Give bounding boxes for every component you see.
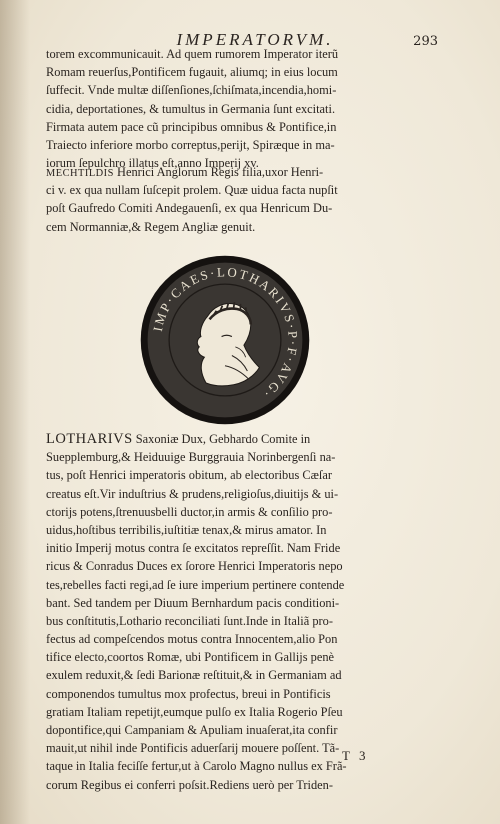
text-line: Romam reuerſus,Pontificem fugauit, aliumq; in eius locum — [46, 65, 338, 80]
text-line: exulem reduxit,& ſedi Barionæ reſtituit,& in Germaniam ad — [46, 668, 342, 683]
text-line: torem excommunicauit. Ad quem rumorem Imperator iterũ — [46, 47, 339, 61]
text-line: ci v. ex qua nullam ſuſcepit prolem. Quæ uidua facta nupſit — [46, 183, 338, 198]
text-line: uidus,hoſtibus terribilis,iuſtitiæ tenax,& mirus amator. In — [46, 522, 327, 537]
text-line: taque in Italia feciſſe fertur,ut à Carolo Magno nullus ex Frã- — [46, 759, 347, 774]
signature-mark: T 3 — [342, 748, 369, 763]
text-line: ricus & Conradus Duces ex ſorore Henrici Imperatoris nepo — [46, 559, 343, 574]
paragraph-2 — [46, 163, 406, 236]
text-line: Traiecto inferiore morbo correptus,perijt, Spiræque in ma- — [46, 137, 335, 152]
text-line: creatus eſt.Vir induſtrius & prudens,religioſus,diuitijs & ui- — [46, 486, 339, 501]
text-line: mauit,ut nihil inde Pontificis aduerſarij mouere poſſent. Tã- — [46, 741, 340, 756]
paragraph-1 — [46, 45, 406, 172]
text-line: initio Imperij motus contra ſe excitatos repreſſit. Nam Fride — [46, 541, 341, 556]
text-line: MECHTILDIS Henrici Anglorum Regis filia,uxor Henri- — [46, 165, 324, 179]
text-line: iorum ſepulchro illatus eſt,anno Imperij xv. — [46, 156, 259, 171]
text-line: bant. Sed tandem per Diuum Bernhardum pacis conditioni- — [46, 595, 340, 610]
text-line: Suepplemburg,& Heiduuige Burggrauia Norinbergenſi na- — [46, 450, 336, 465]
text-line: ctorijs potens,ſtrenuusbelli ductor,in armis & conſilio pro- — [46, 504, 333, 519]
text-line: cem Normanniæ,& Regem Angliæ genuit. — [46, 219, 256, 234]
paragraph-3 — [46, 430, 406, 794]
text-line: cidia, deportationes, & tumultus in Germania ſunt excitati. — [46, 101, 336, 116]
text-line: poſt Gaufredo Comiti Andegauenſi, ex qua Henricum Du- — [46, 201, 333, 216]
text-line: LOTHARIVS Saxoniæ Dux, Gebhardo Comite in — [46, 431, 311, 447]
lead-word: MECHTILDIS — [46, 168, 114, 179]
lead-word: LOTHARIVS — [46, 431, 133, 447]
text-line: tus, poſt Henrici imperatoris obitum, ab electoribus Cæſar — [46, 468, 332, 483]
text-line: bus conſtitutis,Lothario reconciliati ſunt.Inde in Italiã pro- — [46, 613, 333, 628]
text-line: tes,rebelles facti regi,ad ſe iure imperium pertinere contende — [46, 577, 345, 592]
text-line: fectus ad compeſcendos motus contra Innocentem,alio Pon — [46, 632, 338, 647]
text-line: tifice electo,coortos Romæ, ubi Pontificem in Gallijs penè — [46, 650, 335, 665]
text-line: componendos tumultus mox profectus, breui in Pontificis — [46, 686, 331, 701]
coin-svg — [139, 254, 311, 426]
text-line: dopontifice,qui Campaniam & Apuliam inuaſerat,ita confir — [46, 723, 338, 737]
page-gutter-shadow — [0, 0, 30, 824]
running-head: IMPERATORVM. — [176, 30, 334, 49]
coin-legend: IMP·CAES·LOTHARIVS·P·F·AVG· — [150, 265, 300, 402]
page-number: 293 — [413, 34, 438, 49]
text-line: gratiam Italiam repetijt,eumque pulſo ex Italia Rogerio Pſeu — [46, 704, 343, 719]
lothar-coin-illustration — [139, 254, 311, 426]
text-line: Firmata autem pace cũ principibus omnibus & Pontifice,in — [46, 119, 337, 134]
text-line: ſuffecit. Vnde multæ diſſenſiones,ſchiſmata,incendia,homi- — [46, 83, 337, 98]
text-line: corum Regibus ei conferri poſsit.Rediens uerò per Triden- — [46, 777, 333, 792]
